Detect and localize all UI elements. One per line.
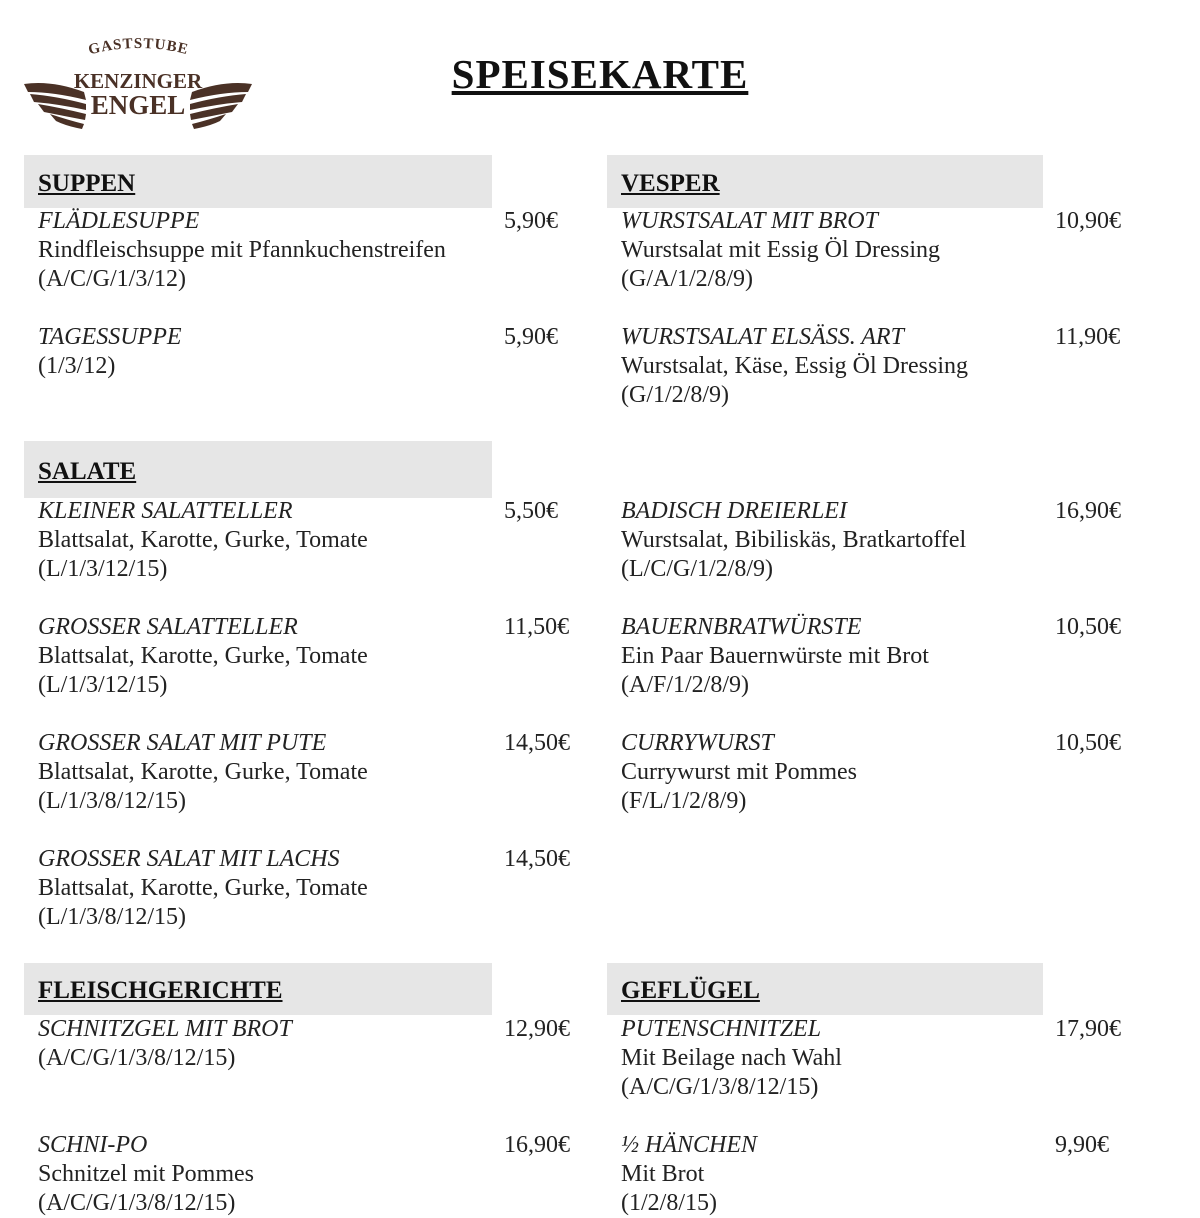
menu-item: [621, 207, 940, 294]
menu-item: [38, 1015, 292, 1073]
item-allergens: (F/L/1/2/8/9): [621, 788, 747, 814]
item-description: Blattsalat, Karotte, Gurke, Tomate: [38, 875, 368, 901]
section-title: SUPPEN: [38, 169, 136, 197]
section-header-suppen: [24, 155, 492, 208]
menu-item: [38, 613, 368, 700]
item-allergens: (1/3/12): [38, 353, 116, 379]
section-header-salate: [24, 441, 492, 498]
menu-item: [38, 497, 368, 584]
item-allergens: (G/1/2/8/9): [621, 382, 729, 408]
item-name: WURSTSALAT ELSÄSS. ART: [621, 324, 904, 350]
item-name: FLÄDLESUPPE: [38, 208, 200, 234]
item-description: Wurstsalat, Bibiliskäs, Bratkartoffel: [621, 527, 967, 553]
item-name: ½ HÄNCHEN: [621, 1132, 758, 1158]
section-title: VESPER: [621, 169, 720, 197]
item-price: 10,90€: [1055, 208, 1121, 234]
item-price: 17,90€: [1055, 1016, 1121, 1042]
item-name: GROSSER SALATTELLER: [38, 614, 298, 640]
item-allergens: (A/F/1/2/8/9): [621, 672, 750, 698]
item-allergens: (A/C/G/1/3/12): [38, 266, 186, 292]
item-price: 5,90€: [504, 208, 558, 234]
section-title: SALATE: [38, 457, 137, 485]
item-allergens: (G/A/1/2/8/9): [621, 266, 753, 292]
item-description: Blattsalat, Karotte, Gurke, Tomate: [38, 759, 368, 785]
item-allergens: (L/1/3/12/15): [38, 556, 168, 582]
item-description: Ein Paar Bauernwürste mit Brot: [621, 643, 929, 669]
menu-item: [38, 323, 182, 381]
item-price: 14,50€: [504, 846, 570, 872]
item-price: 11,90€: [1055, 324, 1121, 350]
item-name: GROSSER SALAT MIT LACHS: [38, 846, 340, 872]
item-allergens: (L/C/G/1/2/8/9): [621, 556, 773, 582]
item-description: Rindfleischsuppe mit Pfannkuchenstreifen: [38, 237, 446, 263]
item-name: TAGESSUPPE: [38, 324, 182, 350]
item-allergens: (A/C/G/1/3/8/12/15): [621, 1074, 819, 1100]
item-price: 5,50€: [504, 498, 558, 524]
item-price: 16,90€: [504, 1132, 570, 1158]
item-price: 12,90€: [504, 1016, 570, 1042]
item-description: Wurstsalat mit Essig Öl Dressing: [621, 237, 941, 263]
item-name: KLEINER SALATTELLER: [38, 498, 293, 524]
menu-item: [38, 207, 446, 294]
menu-item: [621, 613, 929, 700]
section-header-gefluegel: [607, 963, 1043, 1015]
section-header-vesper: [607, 155, 1043, 208]
item-name: BADISCH DREIERLEI: [621, 498, 847, 524]
item-allergens: (L/1/3/12/15): [38, 672, 168, 698]
item-name: BAUERNBRATWÜRSTE: [621, 614, 862, 640]
item-allergens: (1/2/8/15): [621, 1190, 717, 1216]
item-price: 9,90€: [1055, 1132, 1109, 1158]
menu-item: [38, 729, 368, 816]
logo-line2: KENZINGER: [73, 69, 203, 93]
item-description: Wurstsalat, Käse, Essig Öl Dressing: [621, 353, 968, 379]
item-description: Currywurst mit Pommes: [621, 759, 858, 785]
item-name: PUTENSCHNITZEL: [621, 1016, 822, 1042]
item-name: WURSTSALAT MIT BROT: [621, 208, 878, 234]
item-description: Mit Brot: [621, 1161, 705, 1187]
item-name: GROSSER SALAT MIT PUTE: [38, 730, 327, 756]
item-description: Blattsalat, Karotte, Gurke, Tomate: [38, 643, 368, 669]
item-price: 16,90€: [1055, 498, 1121, 524]
menu-item: [621, 1015, 842, 1102]
item-price: 10,50€: [1055, 730, 1121, 756]
section-header-fleischgerichte: [24, 963, 492, 1015]
item-allergens: (L/1/3/8/12/15): [38, 904, 186, 930]
item-allergens: (A/C/G/1/3/8/12/15): [38, 1190, 236, 1216]
menu-item: [38, 845, 368, 932]
menu-item: [621, 729, 857, 816]
section-title: FLEISCHGERICHTE: [38, 977, 283, 1004]
item-description: Blattsalat, Karotte, Gurke, Tomate: [38, 527, 368, 553]
item-price: 10,50€: [1055, 614, 1121, 640]
logo-line1: GASTSTUBE: [86, 35, 191, 59]
item-allergens: (A/C/G/1/3/8/12/15): [38, 1045, 236, 1071]
logo-line3: ENGEL: [90, 90, 186, 120]
item-description: Schnitzel mit Pommes: [38, 1161, 254, 1187]
item-price: 11,50€: [504, 614, 570, 640]
menu-item: [621, 497, 966, 584]
menu-item: [621, 323, 968, 410]
item-price: 5,90€: [504, 324, 558, 350]
item-allergens: (L/1/3/8/12/15): [38, 788, 186, 814]
item-name: CURRYWURST: [621, 730, 774, 756]
item-description: Mit Beilage nach Wahl: [621, 1045, 842, 1071]
menu-item: [621, 1131, 757, 1218]
item-name: SCHNI-PO: [38, 1132, 148, 1158]
page-title: SPEISEKARTE: [451, 51, 749, 97]
item-name: SCHNITZGEL MIT BROT: [38, 1016, 292, 1042]
menu-item: [38, 1131, 254, 1218]
item-price: 14,50€: [504, 730, 570, 756]
section-title: GEFLÜGEL: [621, 977, 760, 1004]
